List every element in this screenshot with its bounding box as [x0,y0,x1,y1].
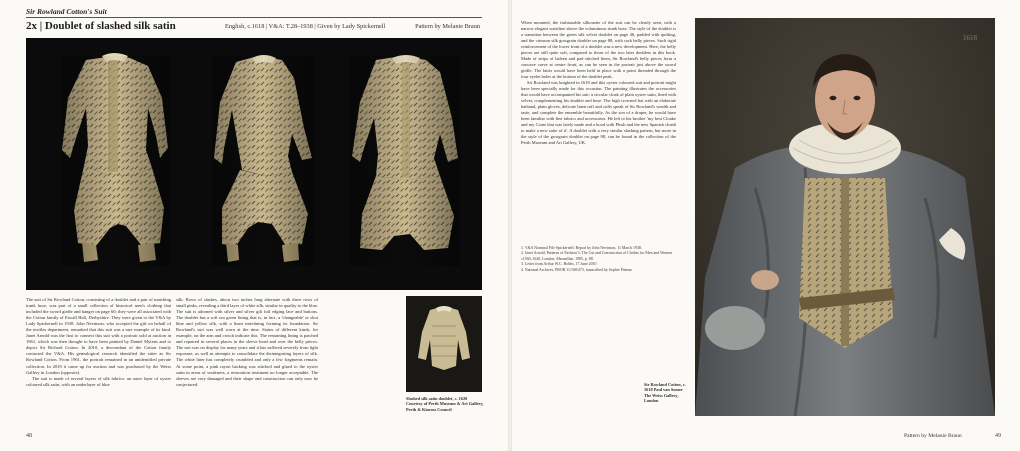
body-text-column-3 [521,20,676,146]
footnotes [521,246,676,273]
pattern-credit: Pattern by Melanie Braun [415,23,480,30]
paragraph: When mounted, the fashionable silhouette of the suit can be clearly seen, with a narrow elegant waistline above the voluminous trunk hose. The style of the doublet is a transition between the green silk velvet doublet on page 46, padded with quilting, and the crimson silk grosgrain doublet on page 88, with cork belly pieces. Such rigid reinforcement of the lower front of a doublet was a new development. Here, the belly pieces are still quite soft, compared to those of the two later doublets in this book. Made of strips of baleen and pad stitched linen, Sir Rowland's belly pieces form a concave curve at centre front, as can be seen in the portrait just above the sword girdle. The latter would have been held in place with a point threaded through the four eyelet holes at the bottom of the doublet peak. [521,20,676,79]
doublet-three-views [26,38,482,290]
doublet-photograph [26,38,482,290]
body-text-column-2 [176,297,318,388]
body-text-column-1 [26,297,171,388]
footnote: 3. Letter from Arthur W.C. Hobbs, 17 June 2010 [521,262,597,267]
running-footer: Pattern by Melanie Braun [904,433,962,439]
page-number-left: 48 [26,433,32,439]
header-rule [26,17,482,18]
paragraph: The suit is made of several layers of silk fabrics: an outer layer of oyster coloured silk satin, with an underlayer of blue [26,375,171,387]
footnote: 1. V&A Nominal File Spickernell: Report by John Nevinson, 11 March 1938. [521,246,642,250]
paragraph: Sir Rowland was knighted in 1618 and this oyster coloured suit and portrait might have been specially made for this occasion. The painting illustrates the accessories that would have accompanied his suit: a circular cloak of plain oyster satin, lined with velvet, complementing his doublet and hose. The high crowned hat with an elaborate hatband, plain gloves, delicate linen ruff and cuffs speak of Sir Rowland's wealth and taste, and complete the ensemble beautifully. As the son of a draper, he would have been familiar with fine fabrics and accessories. He left to his brother 'my best Cloake and my Coate that was lately made and a hood with Plush and the new Spanish cloath to make a new suite of it'. A doublet with a very similar slashing pattern, but more in the style of the grosgrain doublet on page 88, can be found in the collection of the Perth Museum and Art Gallery, UK. [521,80,676,145]
portrait-inscription: 1618 [963,34,977,42]
portrait-caption: Sir Rowland Cotton, c. 1618 Paul van Somer The Weiss Gallery, London [644,382,686,403]
doublet-back-image [350,55,460,266]
doublet-side-image [212,55,314,266]
section-title: 2x | Doublet of slashed silk satin [26,20,176,32]
portrait-image [695,18,995,416]
left-page [0,0,508,451]
footnote: 2. Janet Arnold, Patterns of Fashion 3: The Cut and Construction of Clothes for Men and Women c1560–1620, London: Macmillan, 1985, p. 88. [521,251,673,261]
page-number-right: 49 [995,433,1001,439]
thumbnail-caption: Slashed silk satin doublet, c. 1620 Courtesy of Perth Museum & Art Gallery, Perth & Kinross Council [406,396,484,412]
footnote: 4. National Archives, PROB 11/168/473, transcribed by Sophie Pitman [521,267,632,272]
kicker: Sir Rowland Cotton's Suit [26,7,107,16]
thumbnail-doublet-image [406,296,482,392]
paragraph: The suit of Sir Rowland Cotton, consisting of a doublet and a pair of matching trunk hose, was part of a small collection of historical men's clothing that included the sword girdle and hanger on page 60; they were all associated with the Cotton family of Etwall Hall, Derbyshire. They were given to the V&A by Lady Spickernell in 1938. John Nevinson, who accepted the gift on behalf of the textiles department, remarked that this suit was a rare example of its kind. Janet Arnold was the first to connect this suit with a portrait sold at auction in 1961, which was then thought to have been painted by Daniel Mytens and to depict Sir Richard Cotton. In 2010, a descendant of the Cotton family contacted the V&A. His genealogical research identified the sitter as Sir Rowland Cotton. From 1961, the portrait remained in an unidentified private collection. In 2019 it came up for auction and was purchased by the Weiss Gallery in London (opposite). [26,297,171,375]
meta-line: English, c.1618 | V&A: T.28–1938 | Given by Lady Spickernell [225,23,386,30]
paragraph: silk. Rows of slashes, about two inches long alternate with three rows of small pinks, revealing a third layer of white silk, similar in quality to the blue. The suit is adorned with silver and silver gilt foil edging lace and buttons. The doublet has a soft sea green lining that is, in fact, a 'changeable' or shot blue and yellow silk, with a linen interlining forming its foundation. Sir Rowland's suit was well worn at the time. Stains of different kinds, for example, on the arm and crotch indicate this. The remaining lining is patched and repaired in several places in the sleeve head and over the belly pieces. The suit was on display for many years and it has suffered severely from light exposure, as well as attempts to consolidate the disintegrating layers of silk. The white liner has completely crumbled and only a few fragments remain. At some point, a pink rayon backing was stitched and glued to the oyster satin in areas of weakness, a restoration treatment no longer acceptable. The sleeves are very damaged and their shape and construction can only now be conjectured. [176,297,318,387]
doublet-front-image [62,53,170,266]
gutter [508,0,512,451]
